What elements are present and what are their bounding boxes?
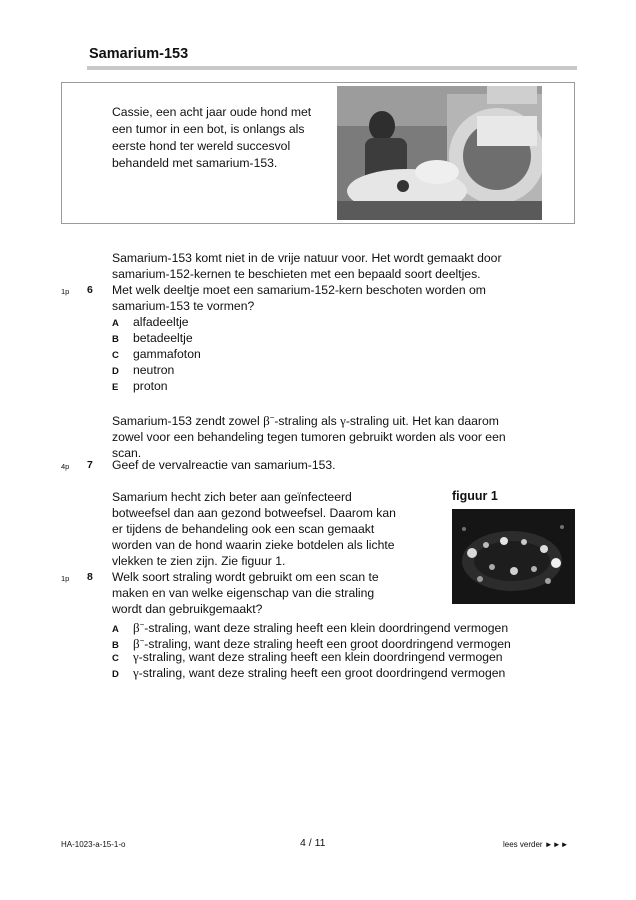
q8-line: maken en van welke eigenschap van die straling <box>112 586 375 600</box>
q8-line: Welk soort straling wordt gebruikt om een scan te <box>112 570 379 584</box>
passage-3-line: botweefsel dan aan gezond botweefsel. Daarom kan <box>112 506 396 520</box>
page-title: Samarium-153 <box>89 46 189 62</box>
page-number: 4 / 11 <box>300 837 326 849</box>
option-letter: A <box>112 624 119 636</box>
option-letter: C <box>112 653 119 664</box>
passage-3-line: er tijdens de behandeling ook een scan gemaakt <box>112 522 375 536</box>
passage-1-line-1: Samarium-153 komt niet in de vrije natuur voor. Het wordt gemaakt door <box>112 251 502 265</box>
passage-3-line: worden van de hond waarin zieke botdelen als lichte <box>112 538 395 552</box>
passage-1-line-2: samarium-152-kernen te beschieten met een bepaald soort deeltjes. <box>112 267 481 281</box>
option-letter: D <box>112 669 119 680</box>
q7-points: 4p <box>61 462 70 471</box>
minus-superscript: − <box>139 620 145 629</box>
option-text: -straling, want deze straling heeft een klein doordringend vermogen <box>138 650 503 664</box>
q8-points: 1p <box>61 574 70 583</box>
option-letter: E <box>112 382 119 393</box>
footer-code: HA-1023-a-15-1-o <box>61 840 126 849</box>
passage-3 <box>112 489 447 569</box>
option-text: -straling, want deze straling heeft een groot doordringend vermogen <box>144 637 511 652</box>
option-text: -straling, want deze straling heeft een klein doordringend vermogen <box>144 621 509 636</box>
passage-1 <box>112 250 572 282</box>
q6-option-e[interactable] <box>112 378 168 396</box>
passage-2-line-3: scan. <box>112 446 142 461</box>
q6-line-1: Met welk deeltje moet een samarium-152-kern beschoten worden om <box>112 283 486 297</box>
beta-symbol: β <box>263 413 270 429</box>
q6-points: 1p <box>61 287 70 296</box>
bone-scan-image <box>452 509 575 604</box>
title-rule <box>87 66 577 70</box>
gamma-symbol: γ <box>133 665 139 680</box>
dog-treatment-photo <box>337 86 542 220</box>
q6-question <box>112 282 572 314</box>
option-letter: B <box>112 334 119 345</box>
q7-question: Geef de vervalreactie van samarium-153. <box>112 458 336 472</box>
gamma-symbol: γ <box>133 649 139 664</box>
intro-text: Cassie, een acht jaar oude hond met een tumor in een bot, is onlangs als eerste hond ter wereld succesvol behandeld met samarium-153. <box>112 105 312 170</box>
next-page-indicator[interactable]: lees verder ►►► <box>503 840 569 849</box>
option-text: betadeeltje <box>133 331 193 345</box>
q8-line: wordt dan gebruikgemaakt? <box>112 602 263 616</box>
option-text: neutron <box>133 363 175 377</box>
option-text: gammafoton <box>133 347 201 361</box>
minus-superscript: − <box>269 413 275 422</box>
figure-label: figuur 1 <box>452 489 498 503</box>
option-text: alfadeeltje <box>133 315 189 329</box>
passage-2-line-2: zowel voor een behandeling tegen tumoren gebruikt worden als voor een <box>112 430 506 445</box>
scan-illustration <box>452 509 575 604</box>
option-text: -straling, want deze straling heeft een groot doordringend vermogen <box>138 666 506 680</box>
option-letter: C <box>112 350 119 361</box>
option-letter: B <box>112 640 119 652</box>
q8-question <box>112 569 442 617</box>
gamma-symbol: γ <box>340 413 346 429</box>
text-run: Samarium-153 zendt zowel <box>112 414 264 429</box>
minus-superscript: − <box>139 636 145 645</box>
q7-number: 7 <box>87 459 93 471</box>
q6-number: 6 <box>87 284 93 296</box>
photo-illustration <box>337 86 542 220</box>
beta-symbol: β <box>133 620 140 636</box>
text-run: -straling uit. Het kan daarom <box>345 414 499 429</box>
q6-line-2: samarium-153 te vormen? <box>112 299 255 313</box>
q8-option-d[interactable] <box>112 665 505 683</box>
text-run: -straling als <box>274 414 341 429</box>
beta-symbol: β <box>133 636 140 652</box>
passage-2 <box>112 410 572 461</box>
option-letter: D <box>112 366 119 377</box>
passage-3-line: vlekken te zien zijn. Zie figuur 1. <box>112 554 286 568</box>
passage-3-line: Samarium hecht zich beter aan geïnfecteerd <box>112 490 352 504</box>
passage-2-line-1 <box>112 410 572 429</box>
option-text: proton <box>133 379 168 393</box>
option-letter: A <box>112 318 119 329</box>
q8-number: 8 <box>87 571 93 583</box>
